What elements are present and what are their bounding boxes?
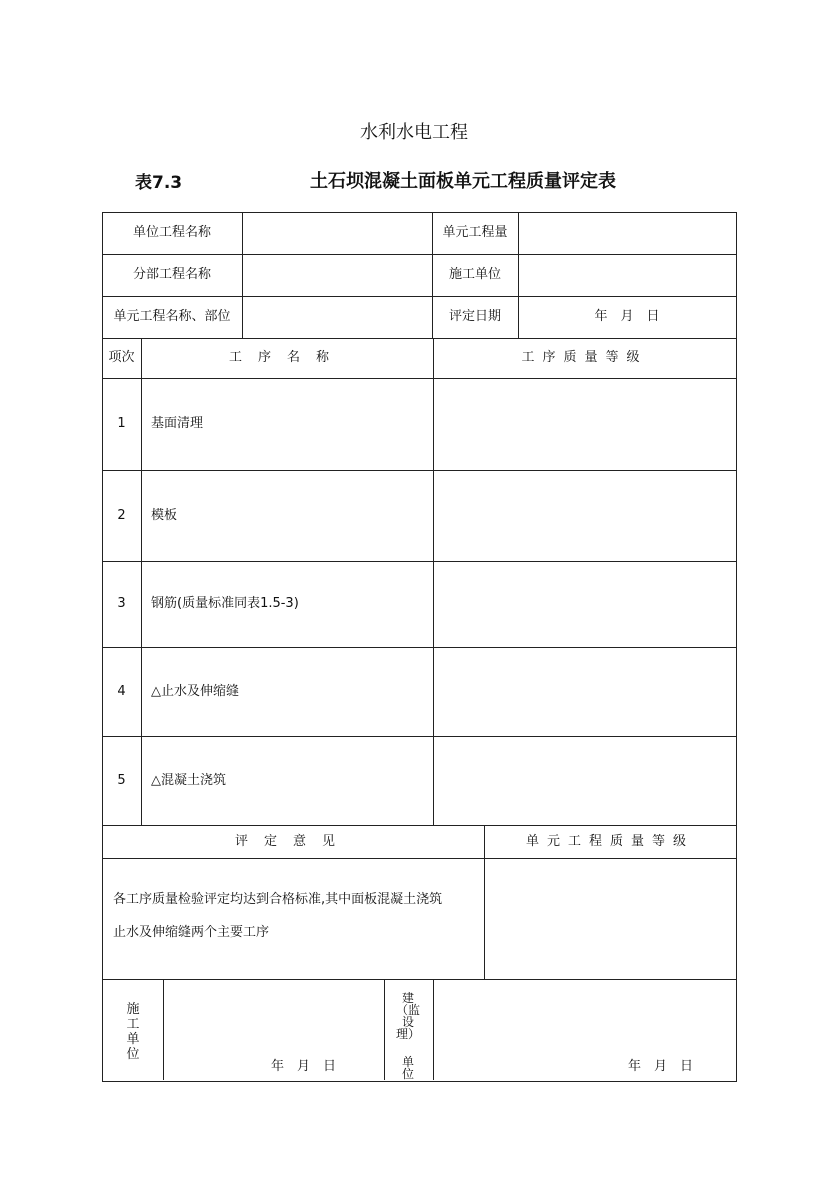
- col-divider: [141, 338, 142, 825]
- row-divider: [102, 338, 736, 339]
- evaluation-date-label: 评定日期: [448, 309, 501, 324]
- evaluation-opinion-line1: 各工序质量检验评定均达到合格标准,其中面板混凝土浇筑: [113, 892, 443, 907]
- evaluation-date-field[interactable]: 年 月 日: [594, 309, 660, 324]
- process-grade-field[interactable]: [434, 737, 735, 825]
- col-header-process-grade: 工序质量等级: [521, 350, 648, 365]
- unit-quantity-field[interactable]: [519, 213, 735, 254]
- col-header-process-name: 工序名称: [228, 350, 345, 365]
- process-name: △混凝土浇筑: [151, 773, 226, 788]
- col-header-index: 项次: [108, 350, 135, 365]
- unit-quality-grade-field[interactable]: [485, 859, 735, 979]
- unit-name-location-label: 单元工程名称、部位: [113, 309, 231, 324]
- row-index: 4: [117, 684, 126, 699]
- row-divider: [102, 825, 736, 826]
- construction-unit-vertical-label: 施 工 单 位: [126, 1002, 140, 1062]
- row-index: 1: [117, 416, 126, 431]
- evaluation-opinion-label: 评定意见: [234, 834, 351, 849]
- unit-name-location-field[interactable]: [243, 297, 432, 338]
- row-index: 3: [117, 596, 126, 611]
- construction-unit-field[interactable]: [519, 255, 735, 296]
- col-divider: [384, 979, 385, 1080]
- process-grade-field[interactable]: [434, 379, 735, 470]
- evaluation-opinion-line2: 止水及伸缩缝两个主要工序: [113, 925, 270, 940]
- sub-project-name-field[interactable]: [243, 255, 432, 296]
- process-name: 钢筋(质量标准同表1.5-3): [151, 596, 299, 611]
- process-name: 模板: [151, 508, 178, 523]
- unit-quantity-label: 单元工程量: [442, 225, 508, 240]
- sub-project-name-label: 分部工程名称: [132, 267, 211, 282]
- construction-date: 年 月 日: [271, 1059, 337, 1074]
- row-index: 5: [117, 773, 126, 788]
- unit-project-name-field[interactable]: [243, 213, 432, 254]
- unit-quality-grade-label: 单元工程质量等级: [525, 834, 694, 849]
- process-grade-field[interactable]: [434, 471, 735, 561]
- process-name: 基面清理: [151, 416, 204, 431]
- table-number: 表7.3: [135, 173, 183, 193]
- table-title: 土石坝混凝土面板单元工程质量评定表: [310, 171, 616, 192]
- supervision-unit-vertical-label: 建（监 设理） 单 位: [396, 991, 421, 1081]
- supervision-date: 年 月 日: [628, 1059, 694, 1074]
- process-name: △止水及伸缩缝: [151, 684, 239, 699]
- category-title: 水利水电工程: [360, 122, 468, 143]
- process-grade-field[interactable]: [434, 562, 735, 647]
- row-index: 2: [117, 508, 126, 523]
- process-grade-field[interactable]: [434, 648, 735, 736]
- construction-unit-label: 施工单位: [448, 267, 501, 282]
- unit-project-name-label: 单位工程名称: [132, 225, 211, 240]
